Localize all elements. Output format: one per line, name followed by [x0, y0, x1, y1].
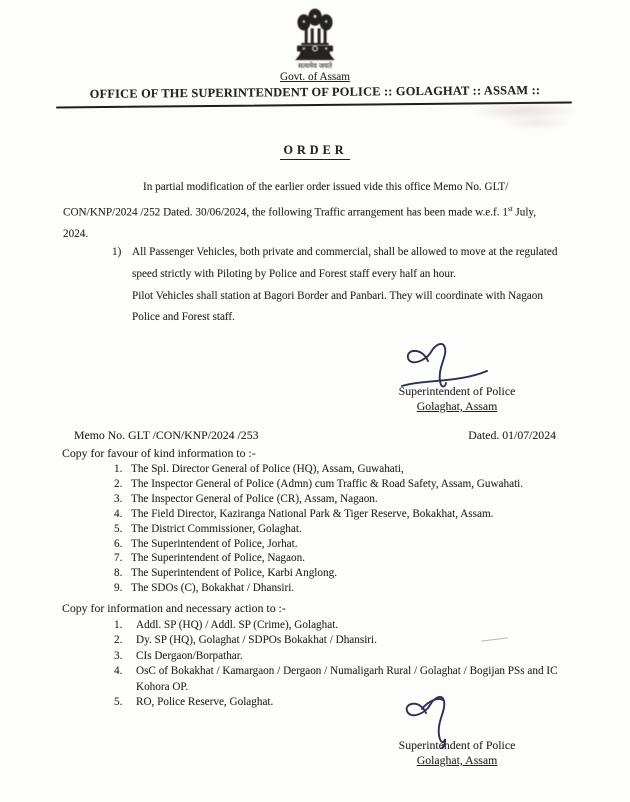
emblem-motto: सत्यमेव जयते: [298, 62, 332, 70]
list-item-text: [136, 664, 570, 695]
order-item-1: [112, 242, 569, 329]
list-item: [114, 618, 570, 633]
copy-info-heading: Copy for favour of kind information to :-: [62, 446, 256, 460]
list-item-text: The Inspector General of Police (CR), Assam, Nagaon.: [131, 492, 378, 505]
signatory-place: Golaghat, Assam: [416, 752, 498, 767]
intro-line-2: [63, 199, 569, 224]
ashoka-lion-capital-icon: [279, 6, 351, 61]
office-header-title: OFFICE OF THE SUPERINTENDENT OF POLICE :: GOLAGHAT :: ASSAM ::: [89, 83, 541, 101]
list-item: [114, 537, 523, 552]
list-item-line: OsC of Bokakhat / Kamargaon / Dergaon / Numaligarh Rural / Golaghat / Bogijan PSs and IC: [136, 665, 558, 678]
list-item-text: Addl. SP (HQ) / Addl. SP (Crime), Golaghat.: [136, 619, 339, 631]
list-item-number: 4.: [114, 507, 123, 520]
list-item-number: 3.: [114, 492, 123, 505]
list-item-text: The Inspector General of Police (Admn) cum Traffic & Road Safety, Assam, Guwahati.: [131, 477, 524, 490]
list-item: [114, 462, 523, 477]
memo-number: Memo No. GLT /CON/KNP/2024 /253: [74, 428, 259, 442]
list-item-text: CIs Dergaon/Borpathar.: [136, 649, 243, 662]
list-item: [114, 507, 523, 522]
govt-of-assam-label: Govt. of Assam: [280, 71, 350, 83]
signatory-title: Superintendent of Police: [398, 738, 516, 752]
list-item-number: 8.: [114, 567, 123, 580]
item-body: [132, 242, 569, 329]
list-item-text: Dy. SP (HQ), Golaghat / SDPOs Bokakhat / Dhansiri.: [136, 634, 377, 647]
scan-smudge: [500, 117, 572, 129]
list-item-number: 1.: [114, 619, 123, 631]
signature-block-bottom: [391, 738, 523, 768]
list-item: [114, 581, 523, 596]
signatory-title: Superintendent of Police: [398, 384, 516, 398]
list-item-number: 6.: [114, 537, 123, 550]
signatory-place: Golaghat, Assam: [416, 398, 498, 413]
signature-block-top: [391, 384, 523, 414]
list-item: [114, 566, 523, 581]
list-item: [114, 477, 523, 492]
intro-paragraph: [63, 177, 569, 245]
intro-line-3: 2024.: [63, 227, 89, 240]
list-item-text: The Superintendent of Police, Jorhat.: [131, 537, 298, 550]
intro-line-2-text: CON/KNP/2024 /252 Dated. 30/06/2024, the following Traffic arrangement has been made w.e.f. 1: [63, 206, 508, 219]
list-item-number: 9.: [114, 582, 123, 595]
list-item: [114, 664, 570, 695]
intro-line-2-tail: July,: [512, 206, 537, 219]
list-item: [114, 695, 570, 710]
memo-date: Dated. 01/07/2024: [468, 428, 556, 442]
list-item: [114, 633, 570, 648]
list-item-number: 2.: [114, 634, 123, 647]
list-item-number: 3.: [114, 649, 123, 662]
copy-action-heading: Copy for information and necessary action to :-: [62, 601, 286, 615]
list-item-text: RO, Police Reserve, Golaghat.: [136, 696, 274, 709]
list-item: [114, 522, 523, 537]
list-item-number: 7.: [114, 552, 123, 565]
item-line: Police and Forest staff.: [132, 311, 235, 324]
list-item-text: The Spl. Director General of Police (HQ), Assam, Guwahati,: [131, 463, 404, 475]
order-title: ORDER: [280, 143, 349, 160]
list-item-text: The Field Director, Kaziranga National Park & Tiger Reserve, Bokakhat, Assam.: [131, 507, 494, 520]
list-item-number: 4.: [114, 665, 123, 678]
copy-info-list: [114, 462, 523, 596]
list-item-number: 5.: [114, 696, 123, 709]
intro-line-1: In partial modification of the earlier order issued vide this office Memo No. GLT/: [143, 181, 509, 193]
list-item-line: Kohora OP.: [136, 680, 189, 693]
item-line: speed strictly with Piloting by Police and Forest staff every half an hour.: [132, 267, 456, 280]
emblem: [0, 6, 630, 84]
order-title-row: [0, 141, 630, 160]
list-item-text: The Superintendent of Police, Karbi Anglong.: [131, 567, 337, 580]
copy-action-list: [114, 618, 570, 710]
item-line: All Passenger Vehicles, both private and commercial, shall be allowed to move at the regulated: [132, 246, 558, 258]
list-item-number: 2.: [114, 477, 123, 490]
list-item-text: The SDOs (C), Bokakhat / Dhansiri.: [131, 582, 295, 595]
list-item-text: The District Commissioner, Golaghat.: [131, 522, 302, 535]
item-line: Pilot Vehicles shall station at Bagori Border and Panbari. They will coordinate with Nagaon: [132, 289, 543, 302]
list-item: [114, 551, 523, 566]
ordinal-suffix: st: [507, 204, 513, 213]
list-item-text: The Superintendent of Police, Nagaon.: [131, 552, 305, 565]
list-item-number: 1.: [114, 463, 123, 475]
item-number: 1): [112, 246, 122, 258]
list-item-number: 5.: [114, 522, 123, 535]
list-item: [114, 649, 570, 664]
list-item: [114, 492, 523, 507]
